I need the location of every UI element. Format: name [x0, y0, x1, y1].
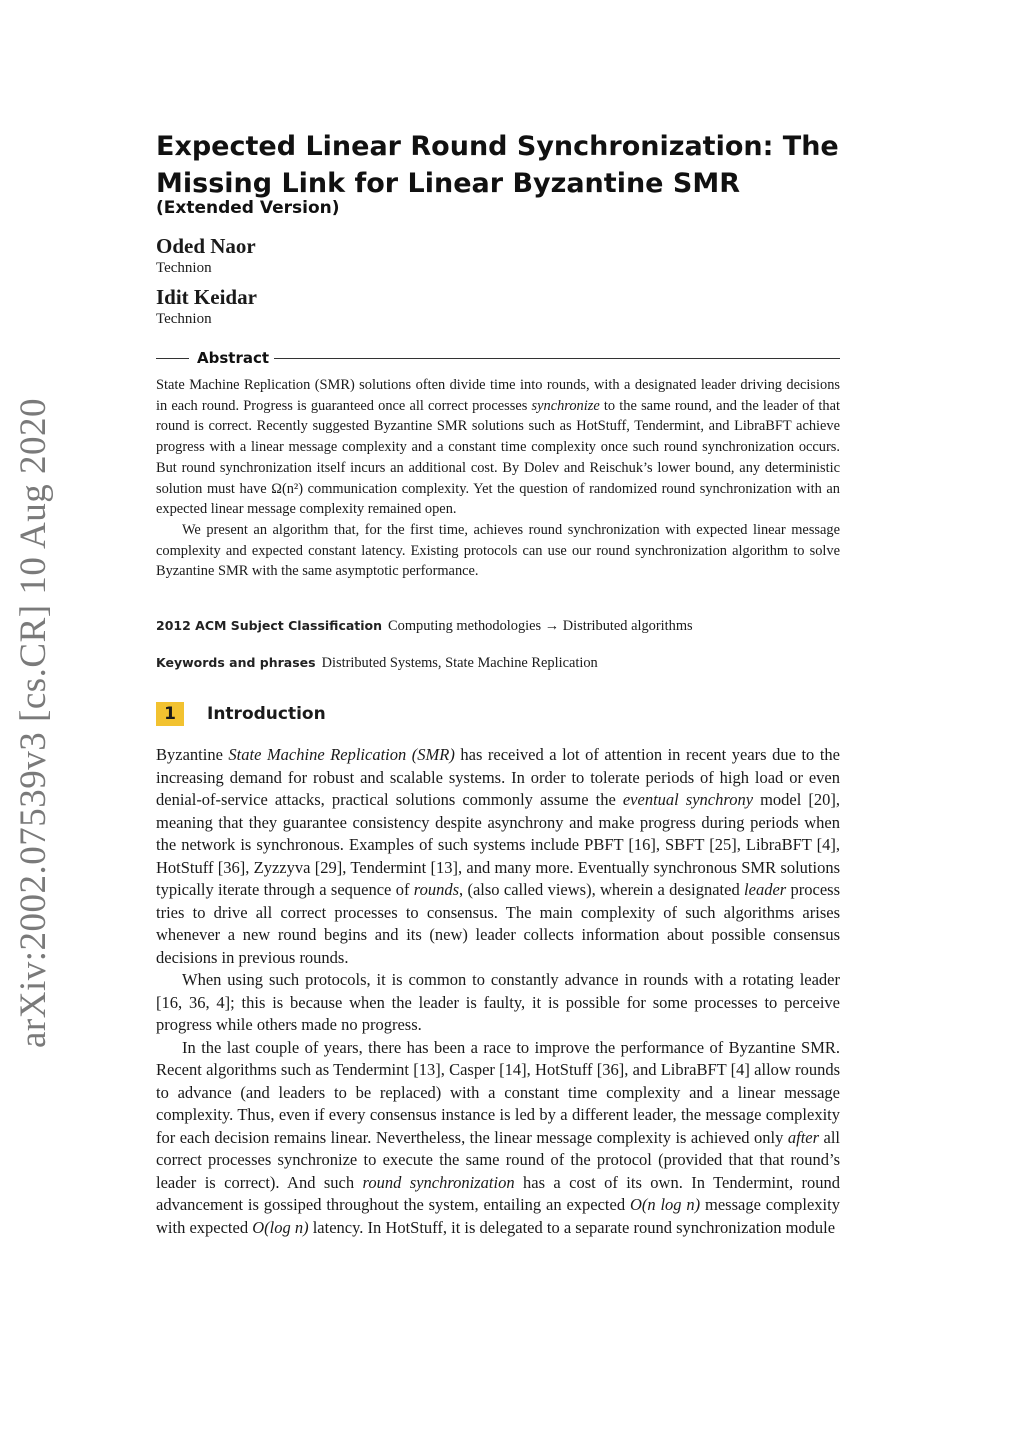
emphasis-text: round synchronization [362, 1172, 515, 1192]
keywords [156, 655, 840, 672]
text-run: process tries to drive all correct processes to consensus. The main complexity of such algorithms arises whenever a new round begins and its (new) leader collects information about possible consensus decisions in previous rounds. [156, 880, 840, 967]
abstract-label: Abstract [197, 349, 270, 367]
emphasis-text: rounds [413, 880, 460, 899]
acm-label: 2012 ACM Subject Classification [156, 618, 383, 633]
keywords-label: Keywords and phrases [156, 655, 316, 670]
section-number: 1 [156, 702, 184, 726]
emphasis-text: leader [744, 880, 787, 899]
acm-value: Computing methodologies → Distributed algorithms [388, 618, 693, 634]
intro-paragraph [156, 744, 840, 969]
section-title: Introduction [207, 704, 326, 724]
emphasis-text: State Machine Replication (SMR) [228, 745, 455, 764]
author-affiliation: Technion [156, 311, 212, 327]
emphasis-text: after [787, 1127, 820, 1147]
intro-body [156, 744, 840, 1239]
author-name: Idit Keidar [156, 285, 257, 309]
text-run: model [20], meaning that they guarantee consistency despite asynchrony and make progress during periods when the network is synchronous. Examples of such systems include PBFT [16], SBFT [25], LibraBFT [4], HotStuff [36], Zyzzyva [29], Tendermint [13], and many more. Eventually synchronous SMR solutions typically iterate through a sequence of [156, 790, 840, 899]
author-affiliation: Technion [156, 260, 212, 276]
abstract-rule-right [274, 358, 840, 359]
text-run: In the last couple of years, there has been a race to improve the performance of Byzantine SMR. Recent algorithms such as Tendermint [13], Casper [14], HotStuff [36], and LibraBFT [4] allow rounds to advance (and leaders to be replaced) with a constant time complexity and a linear message complexity. Thus, even if every consensus instance is led by a different leader, the message complexity for each decision remains linear. Nevertheless, the linear message complexity is achieved only [156, 1037, 840, 1147]
emphasis-text: O(n log n) [629, 1195, 701, 1214]
abstract-body [156, 375, 840, 582]
text-run: has received a lot of attention in recent years due to the increasing demand for robust and scalable systems. In order to tolerate periods of high load or even denial-of-service attacks, practical solutions commonly assume the [156, 745, 840, 809]
text-run: message complexity with expected [156, 1195, 840, 1237]
abstract-heading [156, 349, 840, 369]
acm-classification [156, 618, 840, 635]
abstract-rule-left [156, 358, 189, 359]
abstract-paragraph: State Machine Replication (SMR) solutions often divide time into rounds, with a designated leader driving decisions in each round. Progress is guaranteed once all correct processes synchronize to the same round, and the leader of that round is correct. Recently suggested Byzantine SMR solutions such as HotStuff, Tendermint, and LibraBFT achieve progress with a linear message complexity and a constant time complexity once such round synchronization occurs. But round synchronization itself incurs an additional cost. By Dolev and Reischuk’s lower bound, any deterministic solution must have Ω(n²) communication complexity. Yet the question of randomized round synchronization with an expected linear message complexity remained open. [156, 377, 840, 518]
text-run: latency. In HotStuff, it is delegated to a separate round synchronization module [308, 1217, 836, 1237]
text-run: has a cost of its own. In Tendermint, round advancement is gossiped throughout the system, entailing an expected [156, 1172, 840, 1214]
author-name: Oded Naor [156, 234, 256, 258]
intro-paragraph: When using such protocols, it is common to constantly advance in rounds with a rotating leader [16, 36, 4]; this is because when the leader is faulty, it is possible for some processes to perceive progress while others made no progress. [156, 970, 840, 1034]
omega-math: Ω(n²) [271, 480, 304, 497]
emphasis-text: O(log n) [252, 1217, 309, 1237]
keywords-value: Distributed Systems, State Machine Replication [321, 655, 598, 671]
abstract-paragraph: We present an algorithm that, for the first time, achieves round synchronization with expected linear message complexity and expected constant latency. Existing protocols can use our round synchronization algorithm to solve Byzantine SMR with the same asymptotic performance. [156, 521, 840, 580]
text-run: Byzantine [156, 745, 229, 764]
paper-subtitle: (Extended Version) [156, 198, 340, 218]
text-run: , (also called views), wherein a designated [459, 880, 745, 899]
emphasis-text: eventual synchrony [622, 790, 754, 809]
paper-title: Expected Linear Round Synchronization: The Missing Link for Linear Byzantine SMR [156, 131, 839, 199]
text-run: all correct processes synchronize to execute the same round of the protocol (provided that that round’s leader is correct). And such [156, 1127, 841, 1192]
arxiv-side-stamp: arXiv:2002.07539v3 [cs.CR] 10 Aug 2020 [13, 397, 54, 1048]
intro-paragraph [156, 1037, 840, 1240]
